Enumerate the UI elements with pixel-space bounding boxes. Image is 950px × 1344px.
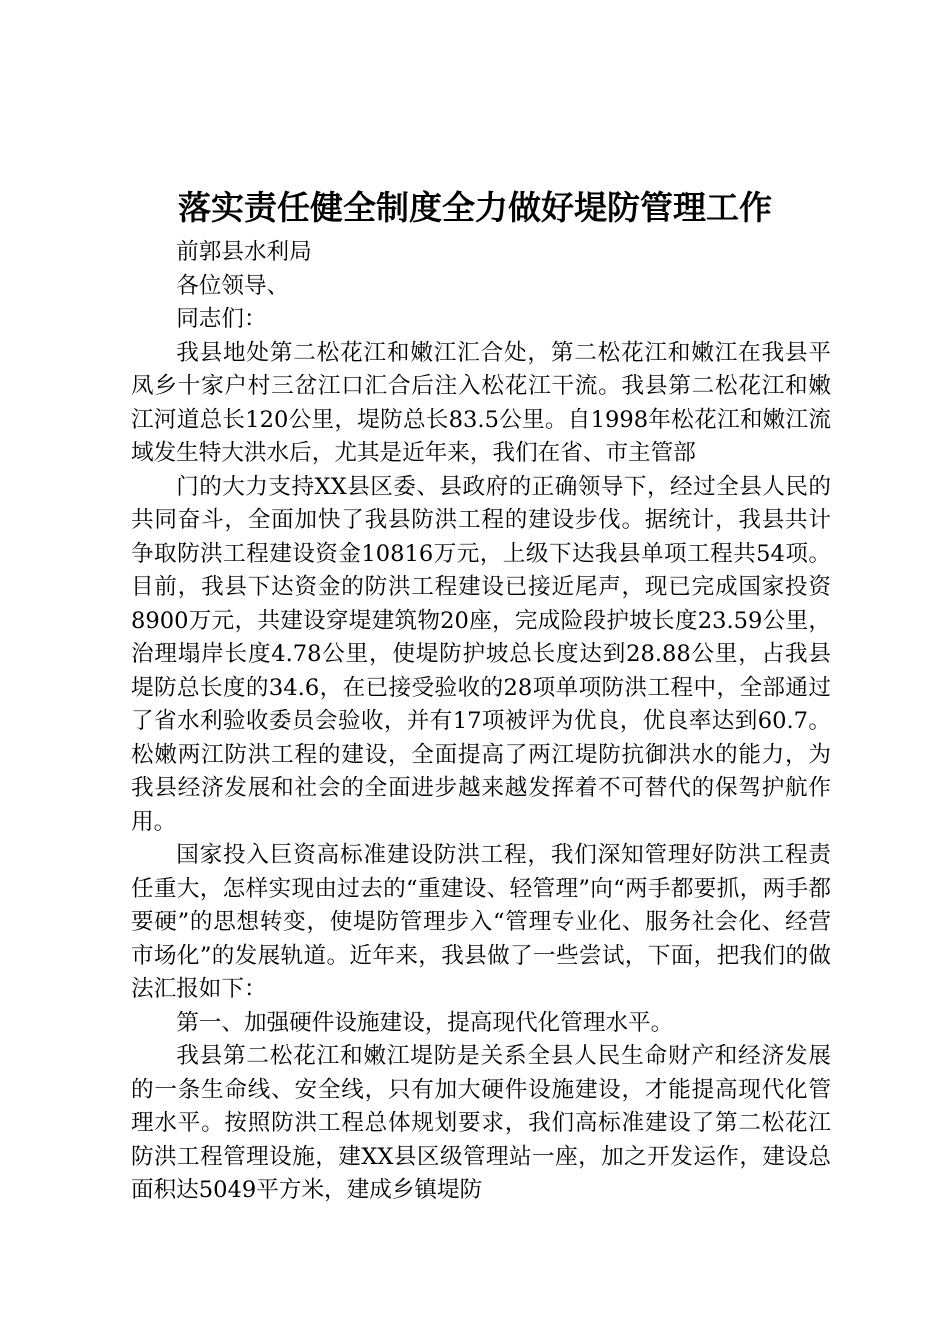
section-heading: 第一、加强硬件设施建设，提高现代化管理水平。 — [176, 1009, 674, 1036]
body-paragraph: 我县地处第二松花江和嫩江汇合处，第二松花江和嫩江在我县平凤乡十家户村三岔江口汇合后注入松花江干流。我县第二松花江和嫩江河道总长120公里，堤防总长83.5公里。自1998年松花江和嫩江流域发生特大洪水后，尤其是近年来，我们在省、市主管部 — [131, 339, 831, 466]
body-paragraph: 国家投入巨资高标准建设防洪工程，我们深知管理好防洪工程责任重大，怎样实现由过去的“重建设、轻管理”向“两手都要抓，两手都要硬”的思想转变，使堤防管理步入“管理专业化、服务社会化、经营市场化”的发展轨道。近年来，我县做了一些尝试，下面，把我们的做法汇报如下： — [131, 842, 831, 1002]
body-paragraph: 门的大力支持XX县区委、县政府的正确领导下，经过全县人民的共同奋斗，全面加快了我县防洪工程的建设步伐。据统计，我县共计争取防洪工程建设资金10816万元，上级下达我县单项工程共54项。目前，我县下达资金的防洪工程建设已接近尾声，现已完成国家投资8900万元，共建设穿堤建筑物20座，完成险段护坡长度23.59公里，治理塌岸长度4.78公里，使堤防护坡总长度达到28.88公里，占我县堤防总长度的34.6，在已接受验收的28项单项防洪工程中，全部通过了省水利验收委员会验收，并有17项被评为优良，优良率达到60.7。松嫩两江防洪工程的建设，全面提高了两江堤防抗御洪水的能力，为我县经济发展和社会的全面进步越来越发挥着不可替代的保驾护航作用。 — [131, 473, 831, 835]
salutation-line: 各位领导、 — [176, 272, 290, 299]
salutation-line: 同志们： — [176, 306, 267, 332]
document-body — [131, 236, 831, 1208]
document-title: 落实责任健全制度全力做好堤防管理工作 — [178, 188, 772, 227]
author-line: 前郭县水利局 — [176, 239, 312, 265]
body-paragraph: 我县第二松花江和嫩江堤防是关系全县人民生命财产和经济发展的一条生命线、安全线，只有加大硬件设施建设，才能提高现代化管理水平。按照防洪工程总体规划要求，我们高标准建设了第二松花江防洪工程管理设施，建XX县区级管理站一座，加之开发运作，建设总面积达5049平方米，建成乡镇堤防 — [131, 1043, 831, 1203]
